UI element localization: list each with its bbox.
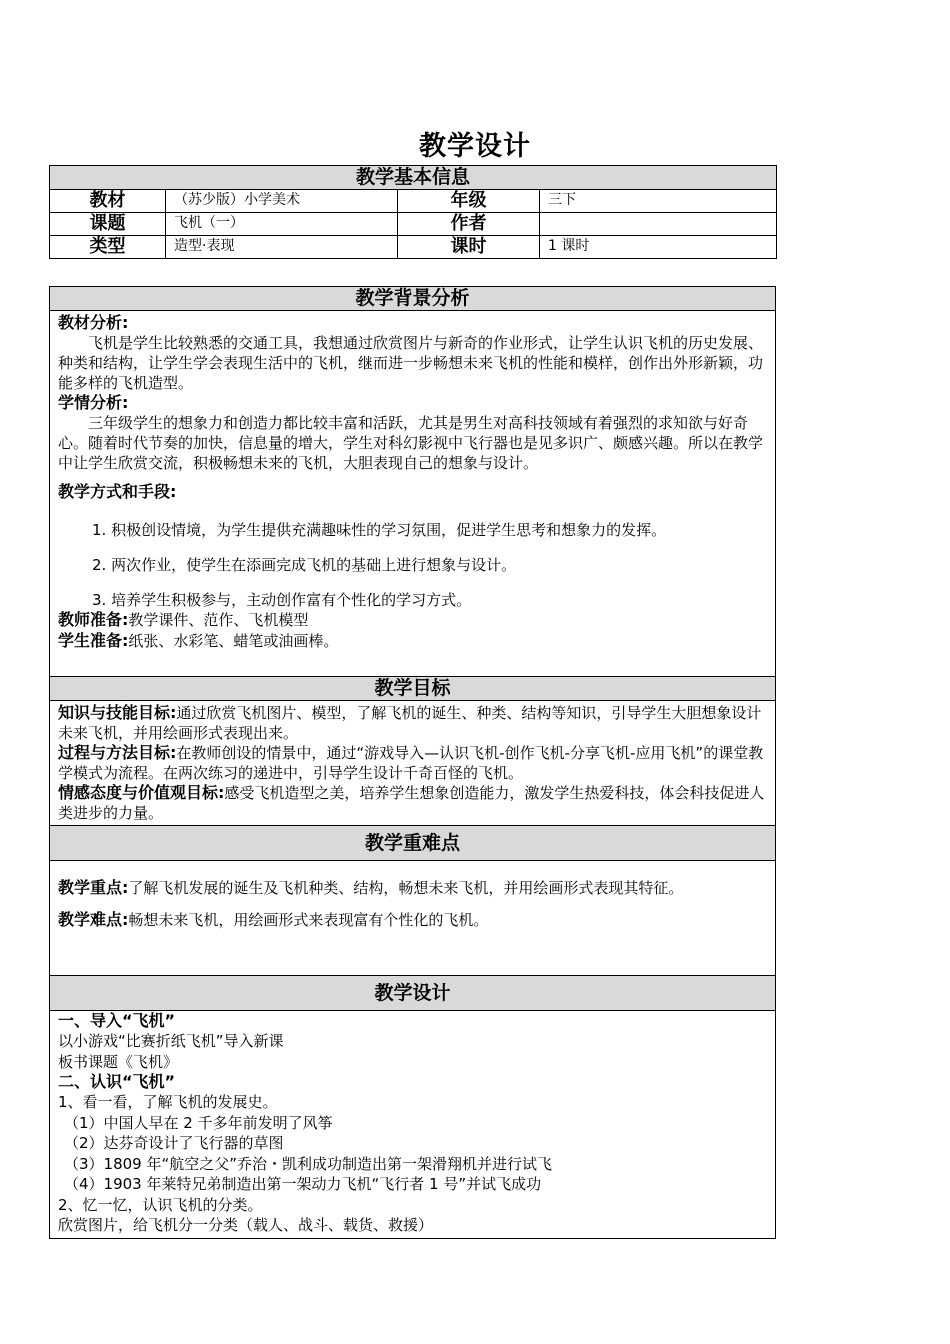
student-analysis-text: 三年级学生的想象力和创造力都比较丰富和活跃，尤其是男生对高科技领域有着强烈的求知欲与好奇心。随着时代节奏的加快，信息量的增大，学生对科幻影视中飞行器也是见多识广、颇感兴趣。所以在教学中让学生欣赏交流，积极畅想未来的飞机，大胆表现自己的想象与设计。 (58, 414, 764, 472)
history-item: （3）1809 年“航空之父”乔治・凯利成功制造出第一架滑翔机并进行试飞 (64, 1154, 553, 1173)
section-intro-title: 一、导入“飞机” (58, 1011, 176, 1030)
difficulty-text: 畅想未来飞机，用绘画形式来表现富有个性化的飞机。 (128, 911, 489, 929)
difficulty-label: 教学难点: (58, 910, 129, 929)
material-analysis-label: 教材分析: (58, 313, 129, 332)
focus-label: 教学重点: (58, 878, 129, 897)
teacher-prep-label: 教师准备: (58, 610, 129, 629)
key-points-section (50, 861, 776, 976)
step-one: 1、看一看，了解飞机的发展史。 (58, 1093, 278, 1111)
page-title: 教学设计 (419, 131, 531, 162)
design-section (50, 1011, 776, 1239)
knowledge-objective (58, 703, 767, 743)
process-objective-label: 过程与方法目标: (58, 743, 177, 762)
basic-info-header: 教学基本信息 (50, 166, 777, 190)
type-value: 造型·表现 (166, 236, 398, 259)
method-item: 3. 培养学生积极参与，主动创作富有个性化的学习方式。 (92, 591, 472, 609)
knowledge-objective-label: 知识与技能目标: (58, 703, 177, 722)
emotion-objective-text: 感受飞机造型之美，培养学生想象创造能力，激发学生热爱科技，体会科技促进人类进步的力量。 (58, 784, 765, 822)
background-header: 教学背景分析 (50, 287, 776, 311)
section-know-title: 二、认识“飞机” (58, 1072, 176, 1091)
grade-value: 三下 (540, 190, 777, 213)
history-item: （4）1903 年莱特兄弟制造出第一架动力飞机“飞行者 1 号”并试飞成功 (64, 1175, 542, 1193)
process-objective (58, 743, 767, 783)
knowledge-objective-text: 通过欣赏飞机图片、模型，了解飞机的诞生、种类、结构等知识，引导学生大胆想象设计未来飞机，并用绘画形式表现出来。 (58, 704, 762, 742)
author-label: 作者 (398, 213, 540, 236)
student-prep-text: 纸张、水彩笔、蜡笔或油画棒。 (128, 631, 339, 650)
step-two-detail: 欣赏图片，给飞机分一分类（载人、战斗、载货、救援） (58, 1216, 434, 1234)
emotion-objective-label: 情感态度与价值观目标: (58, 783, 225, 802)
student-prep-label: 学生准备: (58, 630, 129, 650)
difficulty-point (58, 907, 767, 933)
design-header: 教学设计 (50, 976, 776, 1011)
focus-point (58, 869, 767, 907)
intro-line: 板书课题《飞机》 (58, 1052, 179, 1071)
objectives-section (50, 701, 776, 826)
history-item: （2）达芬奇设计了飞行器的草图 (64, 1134, 284, 1152)
student-analysis-label: 学情分析: (58, 393, 129, 412)
history-item: （1）中国人早在 2 千多年前发明了风筝 (64, 1113, 333, 1132)
textbook-label: 教材 (50, 190, 166, 213)
intro-line: 以小游戏“比赛折纸飞机”导入新课 (58, 1032, 284, 1050)
emotion-objective (58, 783, 767, 823)
topic-label: 课题 (50, 213, 166, 236)
main-content-table (49, 286, 776, 1239)
teacher-prep (58, 610, 767, 631)
teacher-prep-text: 教学课件、范作、飞机模型 (128, 611, 309, 629)
objectives-header: 教学目标 (50, 677, 776, 701)
method-item: 2. 两次作业，使学生在添画完成飞机的基础上进行想象与设计。 (92, 556, 517, 574)
key-points-header: 教学重难点 (50, 826, 776, 861)
process-objective-text: 在教师创设的情景中，通过“游戏导入—认识飞机-创作飞机-分享飞机-应用飞机”的课堂教学模式为流程。在两次练习的递进中，引导学生设计千奇百怪的飞机。 (58, 744, 764, 782)
step-two: 2、忆一忆，认识飞机的分类。 (58, 1195, 263, 1214)
methods-label: 教学方式和手段: (58, 482, 177, 501)
student-prep (58, 631, 767, 652)
author-value (540, 213, 777, 236)
material-analysis-text: 飞机是学生比较熟悉的交通工具，我想通过欣赏图片与新奇的作业形式，让学生认识飞机的历史发展、种类和结构，让学生学会表现生活中的飞机，继而进一步畅想未来飞机的性能和模样，创作出外形新颖，功能多样的飞机造型。 (58, 334, 764, 392)
basic-info-table (49, 165, 777, 259)
method-item: 1. 积极创设情境，为学生提供充满趣味性的学习氛围，促进学生思考和想象力的发挥。 (92, 521, 667, 539)
type-label: 类型 (50, 236, 166, 259)
grade-label: 年级 (398, 190, 540, 213)
topic-value: 飞机（一） (166, 213, 398, 236)
focus-text: 了解飞机发展的诞生及飞机种类、结构，畅想未来飞机，并用绘画形式表现其特征。 (128, 879, 684, 897)
textbook-value: （苏少版）小学美术 (166, 190, 398, 213)
hours-label: 课时 (398, 236, 540, 259)
background-section (50, 311, 776, 677)
hours-value: 1 课时 (540, 236, 777, 259)
